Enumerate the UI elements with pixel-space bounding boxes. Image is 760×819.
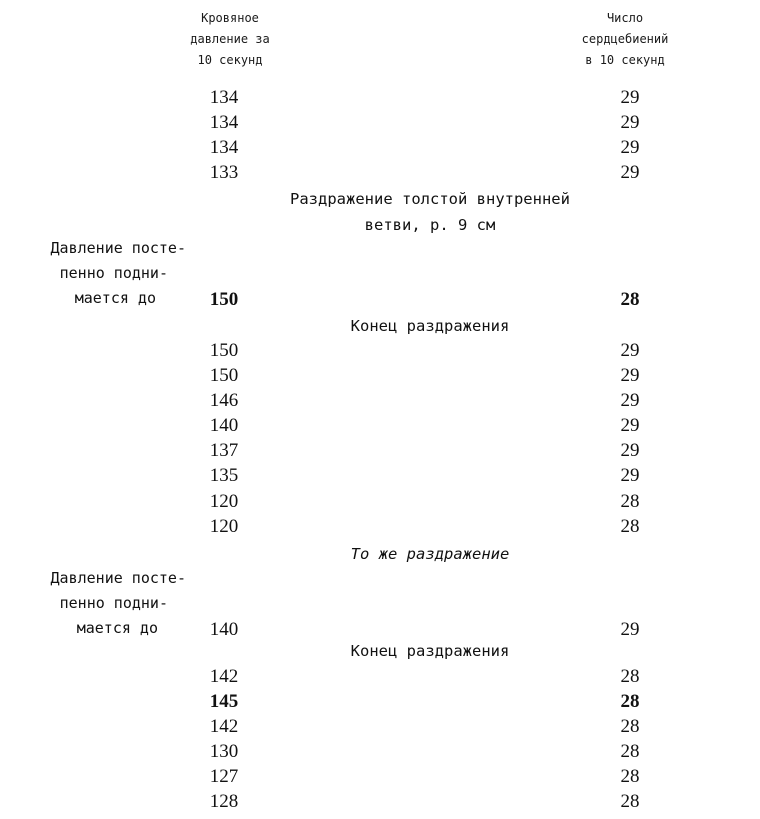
pressure-note-line: Давление посте-: [50, 239, 186, 257]
pressure-value: 120: [209, 516, 239, 537]
end-of-stimulation-heading: Конец раздражения: [350, 642, 510, 660]
pressure-value: 135: [209, 465, 239, 486]
heartbeat-value: 28: [620, 289, 640, 310]
stimulation-heading-line: ветви, р. 9 см: [364, 216, 496, 234]
heartbeat-value: 29: [620, 415, 640, 436]
pressure-value: 130: [209, 741, 239, 762]
pressure-value: 150: [209, 365, 239, 386]
pressure-value: 140: [209, 619, 239, 640]
pressure-value: 142: [209, 716, 239, 737]
header-pressure-line: 10 секунд: [197, 53, 263, 67]
table-row: [0, 363, 760, 388]
pressure-value: 134: [209, 137, 239, 158]
heartbeat-value: 28: [620, 666, 640, 687]
pressure-value: 146: [209, 390, 239, 411]
heartbeat-value: 28: [620, 491, 640, 512]
pressure-value: 137: [209, 440, 239, 461]
table-row: [0, 689, 760, 714]
heartbeat-value: 28: [620, 791, 640, 812]
pressure-value: 134: [209, 112, 239, 133]
header-pressure-line: давление за: [190, 32, 270, 46]
heartbeat-value: 29: [620, 87, 640, 108]
header-pressure-line: Кровяное: [201, 11, 259, 25]
table-row: [0, 438, 760, 463]
table-row: [0, 135, 760, 160]
end-of-stimulation-heading: Конец раздражения: [350, 317, 510, 335]
pressure-note-line: мается до: [76, 619, 158, 637]
table-row: [0, 789, 760, 814]
pressure-note-line: Давление посте-: [50, 569, 186, 587]
heartbeat-value: 29: [620, 440, 640, 461]
header-pressure: [150, 8, 310, 71]
heartbeat-value: 29: [620, 112, 640, 133]
table-row: [0, 160, 760, 185]
table-row: [0, 664, 760, 689]
header-heartbeats-line: в 10 секунд: [585, 53, 665, 67]
header-heartbeats-line: Число: [606, 11, 644, 25]
stimulation-heading-line: Раздражение толстой внутренней: [290, 190, 570, 208]
pressure-note: [0, 236, 186, 311]
pressure-note-line: пенно подни-: [59, 264, 168, 282]
header-heartbeats: [540, 8, 710, 71]
heartbeat-value: 28: [620, 691, 640, 712]
table-row: [0, 764, 760, 789]
heartbeat-value: 29: [620, 465, 640, 486]
heartbeat-value: 29: [620, 619, 640, 640]
pressure-value: 127: [209, 766, 239, 787]
heartbeat-value: 28: [620, 716, 640, 737]
table-row: [0, 388, 760, 413]
pressure-note: [0, 566, 186, 641]
pressure-value: 134: [209, 87, 239, 108]
heartbeat-value: 28: [620, 516, 640, 537]
table-row: [0, 85, 760, 110]
pressure-value: 120: [209, 491, 239, 512]
table-row: [0, 714, 760, 739]
table-row: [0, 739, 760, 764]
heartbeat-value: 28: [620, 766, 640, 787]
pressure-value: 150: [209, 289, 239, 310]
pressure-value: 142: [209, 666, 239, 687]
header-heartbeats-line: сердцебиений: [581, 32, 669, 46]
same-stimulation-heading: То же раздражение: [350, 545, 510, 563]
heartbeat-value: 28: [620, 741, 640, 762]
pressure-value: 128: [209, 791, 239, 812]
heartbeat-value: 29: [620, 162, 640, 183]
table-row: [0, 110, 760, 135]
pressure-value: 140: [209, 415, 239, 436]
pressure-note-line: мается до: [74, 289, 156, 307]
table-row: [0, 338, 760, 363]
table-row: [0, 413, 760, 438]
heartbeat-value: 29: [620, 390, 640, 411]
pressure-value: 145: [209, 691, 239, 712]
table-row: [0, 489, 760, 514]
table-row: [0, 514, 760, 539]
heartbeat-value: 29: [620, 137, 640, 158]
pressure-value: 150: [209, 340, 239, 361]
pressure-note-line: пенно подни-: [59, 594, 168, 612]
stimulation-heading: [230, 186, 630, 238]
pressure-value: 133: [209, 162, 239, 183]
heartbeat-value: 29: [620, 340, 640, 361]
table-row: [0, 463, 760, 488]
heartbeat-value: 29: [620, 365, 640, 386]
